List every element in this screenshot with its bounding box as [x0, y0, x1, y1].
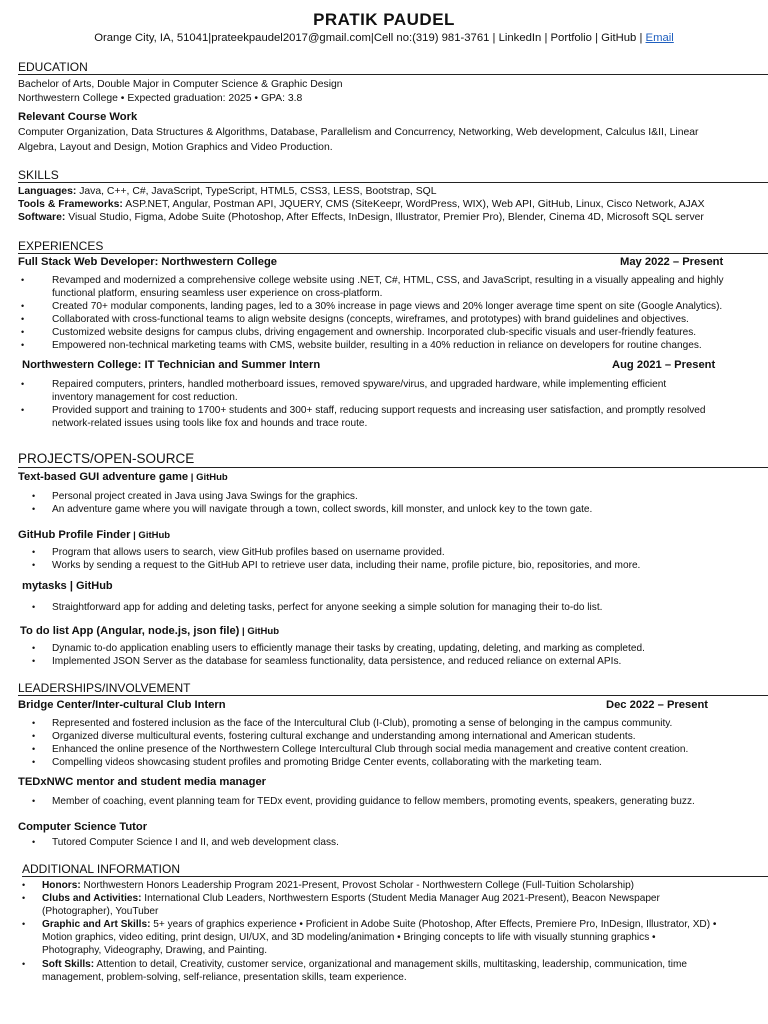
list-item: • Member of coaching, event planning team for TEDx event, providing guidance to fellow members, promoting events, speakers, generating buzz. [32, 796, 695, 807]
list-item: • Dynamic to-do application enabling users to efficiently manage their tasks by creating, updating, deleting, and marking as completed. [32, 643, 645, 654]
list-item: • Tutored Computer Science I and II, and web development class. [32, 837, 339, 848]
project-title: GitHub Profile Finder | GitHub [18, 529, 171, 541]
list-item: • Implemented JSON Server as the database for seamless functionality, data persistence, and reduced reliance on external APIs. [32, 656, 622, 668]
software-label: Software: [18, 212, 66, 223]
list-item: • Repaired computers, printers, handled motherboard issues, removed spyware/virus, and upgraded hardware, while implementing efficient [21, 379, 667, 390]
additional-heading: ADDITIONAL INFORMATION [22, 862, 768, 877]
job-bullets [21, 378, 706, 430]
projects-heading: PROJECTS/OPEN-SOURCE [18, 451, 768, 468]
course-line-1: Computer Organization, Data Structures & Algorithms, Database, Parallelism and Concurrency, Networking, Web development, Calculus I&II, Linear [18, 127, 699, 138]
tools-value: ASP.NET, Angular, Postman API, JQUERY, CMS (SiteKeepr, WordPress, WIX), Web API, GitHub, Linux, Cisco Network, AJAX [122, 199, 705, 210]
additional-list [22, 879, 717, 984]
contact-details: Orange City, IA, 51041|prateekpaudel2017@gmail.com|Cell no:(319) 981-3761 | LinkedIn | Portfolio | GitHub | [94, 32, 643, 44]
list-item: • An adventure game where you will navigate through a town, collect swords, kill monster, and unlock key to the town gate. [32, 504, 593, 516]
skills-tools [18, 198, 705, 211]
contact-line [0, 32, 768, 44]
project-title: Text-based GUI adventure game | GitHub [18, 471, 228, 483]
project-title: mytasks | GitHub [22, 580, 113, 592]
list-item: Motion graphics, video editing, print design, UI/UX, and 3D modeling/animation • Bringing concepts to life with visually stunning graphics • [42, 932, 656, 944]
skills-heading: SKILLS [18, 168, 768, 183]
languages-value: Java, C++, C#, JavaScript, TypeScript, HTML5, CSS3, LESS, Bootstrap, SQL [76, 186, 437, 197]
leadership-bullets [32, 795, 695, 808]
project-bullets [32, 546, 641, 572]
list-item: • Created 70+ modular components, landing pages, led to a 30% increase in page views and 20% longer average time spent on site (Google Analytics). [21, 301, 723, 313]
list-item: • Organized diverse multicultural events, fostering cultural exchange and understanding among international and American students. [32, 731, 636, 743]
list-item: • Personal project created in Java using Java Swings for the graphics. [32, 491, 358, 502]
job-title: Full Stack Web Developer: Northwestern College [18, 256, 278, 268]
list-item: • Enhanced the online presence of the Northwestern College Intercultural Club through social media management and creative content creation. [32, 744, 689, 756]
job-bullets [21, 274, 724, 353]
skills-software [18, 211, 704, 224]
course-work-heading: Relevant Course Work [18, 111, 138, 123]
list-item: management, problem-solving, self-reliance, presentation skills, team experience. [42, 971, 407, 983]
education-heading: EDUCATION [18, 60, 768, 75]
project-title: To do list App (Angular, node.js, json file) | GitHub [20, 625, 280, 637]
leadership-role: Bridge Center/Inter-cultural Club Intern [18, 699, 226, 711]
leadership-role: TEDxNWC mentor and student media manager [18, 776, 267, 788]
list-item: • Honors: Northwestern Honors Leadership Program 2021-Present, Provost Scholar - Northwestern College (Full-Tuition Scholarship) [22, 880, 635, 891]
github-link[interactable]: | GitHub [239, 626, 280, 637]
software-value: Visual Studio, Figma, Adobe Suite (Photoshop, After Effects, InDesign, Illustrator, Premier Pro), Blender, Cinema 4D, Microsoft SQL server [65, 212, 704, 223]
list-item: functional platform, ensuring seamless user experience on cross-platform. [52, 288, 383, 300]
list-item: • Soft Skills: Attention to detail, Creativity, customer service, organizational and management skills, multitasking, leadership, communication, time [22, 958, 687, 970]
list-item: • Straightforward app for adding and deleting tasks, perfect for anyone seeking a simple solution for managing their to-do list. [32, 602, 603, 613]
degree-line: Bachelor of Arts, Double Major in Computer Science & Graphic Design [18, 79, 343, 90]
candidate-name: PRATIK PAUDEL [313, 10, 455, 29]
list-item: • Clubs and Activities: International Club Leaders, Northwestern Esports (Student Media Manager Aug 2021-Present), Beacon Newspaper [22, 893, 660, 905]
job-date: Aug 2021 – Present [612, 359, 716, 371]
list-item: (Photographer), YouTuber [42, 906, 159, 918]
leadership-bullets [32, 836, 339, 849]
leadership-bullets [32, 717, 689, 769]
leadership-role: Computer Science Tutor [18, 821, 148, 833]
job-date: May 2022 – Present [620, 256, 724, 268]
list-item: • Represented and fostered inclusion as the face of the Intercultural Club (I-Club), promoting a sense of belonging in the campus community. [32, 718, 673, 729]
email-link[interactable]: Email [645, 32, 674, 44]
leadership-date: Dec 2022 – Present [606, 699, 708, 711]
experiences-heading: EXPERIENCES [18, 239, 768, 254]
list-item: • Program that allows users to search, view GitHub profiles based on username provided. [32, 547, 445, 558]
github-link[interactable]: | GitHub [188, 472, 228, 483]
list-item: • Customized website designs for campus clubs, driving engagement and ownership. Incorporated club-specific visuals and user-friendly features. [21, 327, 697, 339]
list-item: • Revamped and modernized a comprehensive college website using .NET, C#, HTML, CSS, and JavaScript, resulting in a visually appealing and highly [21, 275, 724, 286]
list-item: • Works by sending a request to the GitHub API to retrieve user data, including their name, profile picture, bio, repositories, and more. [32, 560, 641, 572]
school-line: Northwestern College • Expected graduation: 2025 • GPA: 3.8 [18, 93, 303, 104]
tools-label: Tools & Frameworks: [18, 199, 123, 210]
languages-label: Languages: [18, 186, 77, 197]
github-link[interactable]: | GitHub [130, 530, 171, 541]
github-link[interactable]: | GitHub [66, 580, 113, 592]
leadership-heading: LEADERSHIPS/INVOLVEMENT [18, 681, 768, 696]
list-item: • Graphic and Art Skills: 5+ years of graphics experience • Proficient in Adobe Suite (Photoshop, After Effects, Premiere Pro, InDesign, Illustrator, XD) • [22, 919, 717, 931]
course-line-2: Algebra, Layout and Design, Motion Graphics and Video Production. [18, 142, 333, 153]
list-item: inventory management for cost reduction. [52, 392, 238, 404]
list-item: network-related issues using tools like fox and hounds and trace route. [52, 418, 368, 430]
skills-languages [18, 185, 436, 198]
project-bullets [32, 490, 593, 516]
list-item: • Empowered non-technical marketing teams with CMS, website builder, resulting in a 40% reduction in reliance on developers for routine changes. [21, 340, 702, 352]
list-item: • Compelling videos showcasing student profiles and promoting Bridge Center events, collaborating with the marketing team. [32, 757, 602, 769]
job-title: Northwestern College: IT Technician and Summer Intern [22, 359, 321, 371]
list-item: • Collaborated with cross-functional teams to align website designs (concepts, wireframes, and prototypes) with brand guidelines and objectives. [21, 314, 689, 326]
project-bullets [32, 642, 645, 668]
list-item: • Provided support and training to 1700+ students and 300+ staff, reducing support requests and increasing user satisfaction, and promptly resolved [21, 405, 706, 417]
list-item: Photography, Videography, Drawing, and Painting. [42, 945, 268, 957]
project-bullets [32, 601, 603, 614]
